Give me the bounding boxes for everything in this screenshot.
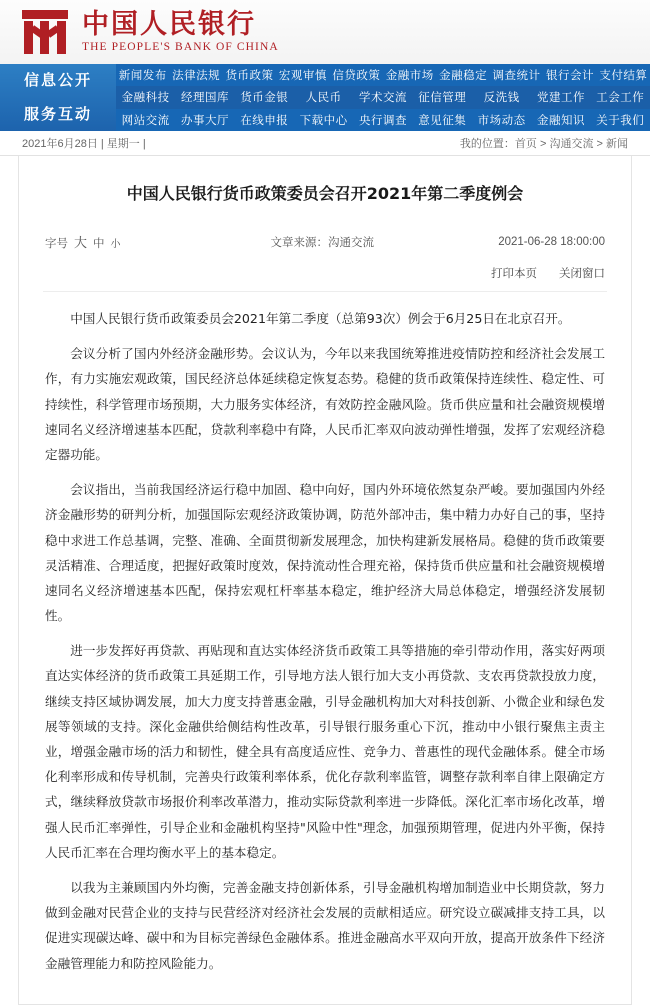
nav-item-financial-market[interactable]: 金融市场 xyxy=(385,68,434,83)
nav-item-survey-statistics[interactable]: 调查统计 xyxy=(492,68,541,83)
nav-section-labels xyxy=(0,64,116,131)
nav-item-market-trends[interactable]: 市场动态 xyxy=(477,112,526,127)
nav-item-rmb[interactable]: 人民币 xyxy=(305,90,342,105)
site-header xyxy=(0,0,650,64)
font-size-controls xyxy=(45,232,121,251)
font-size-large-button[interactable]: 大 xyxy=(74,235,88,250)
nav-item-union-work[interactable]: 工会工作 xyxy=(596,90,645,105)
nav-item-monetary-policy[interactable]: 货币政策 xyxy=(225,68,274,83)
breadcrumb-bar xyxy=(0,131,650,156)
font-size-label: 字号 xyxy=(45,238,68,250)
nav-item-opinion-collection[interactable]: 意见征集 xyxy=(418,112,467,127)
nav-section-info-disclosure[interactable]: 信息公开 xyxy=(23,71,92,90)
close-window-button[interactable]: 关闭窗口 xyxy=(559,268,605,280)
nav-item-macro-prudential[interactable]: 宏观审慎 xyxy=(278,68,327,83)
article-body xyxy=(43,292,607,1004)
nav-item-laws[interactable]: 法律法规 xyxy=(172,68,221,83)
nav-item-service-hall[interactable]: 办事大厅 xyxy=(180,112,229,127)
nav-row-3 xyxy=(116,109,650,131)
nav-item-bank-accounting[interactable]: 银行会计 xyxy=(545,68,594,83)
nav-item-financial-stability[interactable]: 金融稳定 xyxy=(439,68,488,83)
page-title: 中国人民银行货币政策委员会召开2021年第二季度例会 xyxy=(126,184,524,203)
nav-item-credit-management[interactable]: 征信管理 xyxy=(418,90,467,105)
nav-item-website-exchange[interactable]: 网站交流 xyxy=(121,112,170,127)
nav-item-payment-settlement[interactable]: 支付结算 xyxy=(599,68,648,83)
nav-row-1 xyxy=(116,64,650,86)
nav-items-grid xyxy=(116,64,650,131)
site-logo-text xyxy=(82,8,279,54)
nav-item-academic-exchange[interactable]: 学术交流 xyxy=(358,90,407,105)
font-size-small-button[interactable]: 小 xyxy=(110,239,121,250)
article-paragraph: 进一步发挥好再贷款、再贴现和直达实体经济货币政策工具等措施的牵引带动作用，落实好两项直达实体经济的货币政策工具延期工作，引导地方法人银行加大支小再贷款、支农再贷款投放力度，继续支持区域协调发展，加大力度支持普惠金融，引导金融机构加大对科技创新、小微企业和绿色发展等领域的支持。深化金融供给侧结构性改革，引导银行服务重心下沉，推动中小银行聚焦主责主业，增强金融市场的活力和韧性，健全具有高度适应性、竞争力、普惠性的现代金融体系。健全市场化利率形成和传导机制，完善央行政策利率体系，优化存款利率监管，调整存款利率自律上限确定方式，继续释放贷款市场报价利率改革潜力，推动实际贷款利率进一步降低。深化汇率市场化改革，增强人民币汇率弹性，引导企业和金融机构坚持"风险中性"理念，加强预期管理，促进内外平衡，保持人民币汇率在合理均衡水平上的基本稳定。 xyxy=(45,643,605,860)
article-paragraph: 会议分析了国内外经济金融形势。会议认为，今年以来我国统筹推进疫情防控和经济社会发展工作，有力实施宏观政策，国民经济总体延续稳定恢复态势。稳健的货币政策保持连续性、稳定性、可持续性，科学管理市场预期，大力服务实体经济，有效防控金融风险。货币供应量和社会融资规模增速同名义经济增速基本匹配，贷款利率稳中有降，人民币汇率双向波动弹性增强，发挥了宏观经济稳定器功能。 xyxy=(45,346,605,462)
nav-item-online-application[interactable]: 在线申报 xyxy=(240,112,289,127)
logo-chinese: 中国人民银行 xyxy=(82,8,256,40)
current-date: 2021年6月28日 | 星期一 | xyxy=(22,138,146,150)
logo-english: THE PEOPLE'S BANK OF CHINA xyxy=(82,41,279,54)
nav-section-service-interaction[interactable]: 服务互动 xyxy=(23,104,92,123)
nav-item-currency-gold-silver[interactable]: 货币金银 xyxy=(240,90,289,105)
font-size-medium-button[interactable]: 中 xyxy=(93,238,105,250)
article-date: 2021-06-28 18:00:00 xyxy=(498,235,605,248)
print-button[interactable]: 打印本页 xyxy=(491,268,537,280)
nav-item-fintech[interactable]: 金融科技 xyxy=(121,90,170,105)
article-tools xyxy=(43,259,607,292)
article-paragraph: 会议指出，当前我国经济运行稳中加固、稳中向好，国内外环境依然复杂严峻。要加强国内外经济金融形势的研判分析，加强国际宏观经济政策协调，防范外部冲击，集中精力办好自己的事，坚持稳中求进工作总基调，完整、准确、全面贯彻新发展理念，加快构建新发展格局。稳健的货币政策要灵活精准、合理适度，把握好政策时度效，保持流动性合理充裕，保持货币供应量和社会融资规模增速同名义经济增速基本匹配，保持宏观杠杆率基本稳定，维护经济大局总体稳定，增强经济发展韧性。 xyxy=(45,482,605,624)
article-paragraph: 以我为主兼顾国内外均衡，完善金融支持创新体系，引导金融机构增加制造业中长期贷款，努力做到金融对民营企业的支持与民营经济对经济社会发展的贡献相适应。研究设立碳减排支持工具，以促进实现碳达峰、碳中和为目标完善绿色金融体系。推进金融高水平双向开放，提高开放条件下经济金融管理能力和防控风险能力。 xyxy=(45,879,605,971)
nav-item-anti-money-laundering[interactable]: 反洗钱 xyxy=(483,90,520,105)
nav-item-central-bank-survey[interactable]: 央行调查 xyxy=(358,112,407,127)
nav-item-party-building[interactable]: 党建工作 xyxy=(536,90,585,105)
nav-item-about-us[interactable]: 关于我们 xyxy=(596,112,645,127)
breadcrumb[interactable]: 我的位置：首页 > 沟通交流 > 新闻 xyxy=(459,138,628,150)
main-navigation xyxy=(0,64,650,131)
nav-item-credit-policy[interactable]: 信贷政策 xyxy=(332,68,381,83)
article-source: 文章来源：沟通交流 xyxy=(270,236,375,249)
nav-item-financial-knowledge[interactable]: 金融知识 xyxy=(536,112,585,127)
nav-item-download-center[interactable]: 下载中心 xyxy=(299,112,348,127)
nav-item-news[interactable]: 新闻发布 xyxy=(118,68,167,83)
nav-item-treasury[interactable]: 经理国库 xyxy=(180,90,229,105)
article-paragraph: 中国人民银行货币政策委员会2021年第二季度（总第93次）例会于6月25日在北京召开。 xyxy=(70,311,571,326)
nav-row-2 xyxy=(116,86,650,108)
article-card xyxy=(18,156,632,1005)
pboc-emblem-icon xyxy=(18,8,72,56)
article-meta xyxy=(43,226,607,259)
